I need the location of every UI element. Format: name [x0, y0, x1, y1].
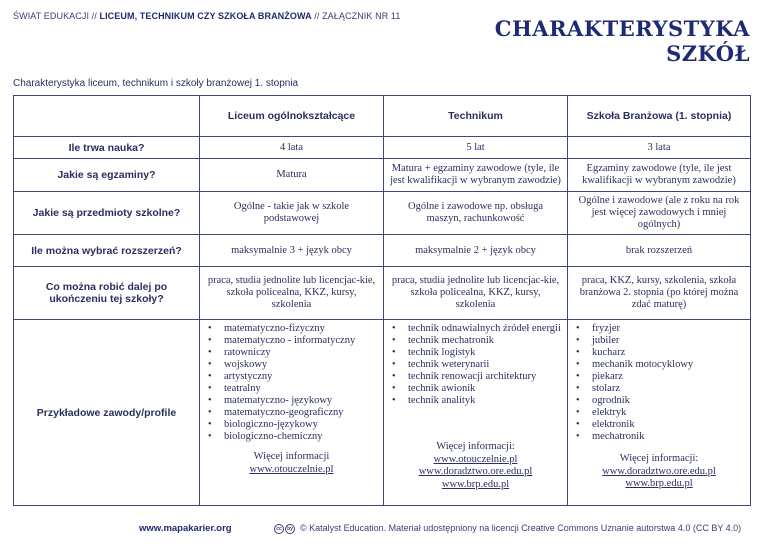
more-info-liceum [206, 451, 377, 476]
cell-branzowa-exams: Egzaminy zawodowe (tyle, ile jest kwalifikacji w wybranym zawodzie) [568, 159, 751, 192]
cell-branzowa-after-graduation: praca, KKZ, kursy, szkolenia, szkoła branżowa 2. stopnia (po której można zdać maturę) [568, 267, 751, 320]
table-caption: Charakterystyka liceum, technikum i szkoły branżowej 1. stopnia [13, 78, 299, 89]
list-item: • technik weterynarii [392, 359, 561, 371]
cell-liceum-after-graduation: praca, studia jednolite lub licencjac-kie, szkoła policealna, KKZ, kursy, szkolenia [200, 267, 384, 320]
page-title [495, 16, 750, 66]
column-header-branzowa: Szkoła Branżowa (1. stopnia) [568, 96, 751, 137]
cell-technikum-exams: Matura + egzaminy zawodowe (tyle, ile jest kwalifikacji w wybranym zawodzie) [384, 159, 568, 192]
cell-technikum-professions [384, 320, 568, 506]
cell-technikum-subjects: Ogólne i zawodowe np. obsługa maszyn, rachunkowość [384, 192, 568, 235]
list-item: • mechanik motocyklowy [576, 359, 744, 371]
list-liceum-profiles [206, 323, 377, 443]
cc-icon: cc [274, 524, 284, 534]
list-item: • wojskowy [208, 359, 377, 371]
more-info-branzowa [574, 453, 744, 491]
list-item: • biologiczno-językowy [208, 419, 377, 431]
link-otouczelnie[interactable]: www.otouczelnie.pl [433, 453, 518, 465]
column-header-technikum: Technikum [384, 96, 568, 137]
list-item: • technik analityk [392, 395, 561, 407]
more-info-technikum [390, 441, 561, 491]
list-item: • technik renowacji architektury [392, 371, 561, 383]
table-row-exams [14, 159, 751, 192]
row-header-after-graduation: Co można robić dalej po ukończeniu tej szkoły? [14, 267, 200, 320]
link-brp[interactable]: www.brp.edu.pl [441, 478, 510, 490]
link-brp[interactable]: www.brp.edu.pl [625, 478, 693, 489]
list-item: • teatralny [208, 383, 377, 395]
cell-technikum-after-graduation: praca, studia jednolite lub licencjac-kie, szkoła policealna, KKZ, kursy, szkolenia [384, 267, 568, 320]
list-item: • artystyczny [208, 371, 377, 383]
cell-liceum-subjects: Ogólne - takie jak w szkole podstawowej [200, 192, 384, 235]
row-header-duration: Ile trwa nauka? [14, 137, 200, 159]
cell-liceum-extensions: maksymalnie 3 + język obcy [200, 235, 384, 267]
list-item: • stolarz [576, 383, 744, 395]
list-item: • ratowniczy [208, 347, 377, 359]
list-item: • elektryk [576, 407, 744, 419]
cell-branzowa-subjects: Ogólne i zawodowe (ale z roku na rok jest więcej zawodowych i mniej ogólnych) [568, 192, 751, 235]
page-title-line-2: SZKÓŁ [666, 41, 750, 66]
list-item: • fryzjer [576, 323, 744, 335]
more-info-label: Więcej informacji [253, 451, 330, 462]
breadcrumb-attachment: // ZAŁĄCZNIK NR 11 [311, 11, 401, 21]
list-item: • elektronik [576, 419, 744, 431]
list-item: • biologiczno-chemiczny [208, 431, 377, 443]
list-item: • kucharz [576, 347, 744, 359]
list-item: • mechatronik [576, 431, 744, 443]
row-header-extensions: Ile można wybrać rozszerzeń? [14, 235, 200, 267]
cell-technikum-extensions: maksymalnie 2 + język obcy [384, 235, 568, 267]
list-item: • matematyczno-fizyczny [208, 323, 377, 335]
more-info-label: Więcej informacji: [619, 453, 699, 464]
link-doradztwo[interactable]: www.doradztwo.ore.edu.pl [602, 465, 716, 477]
cell-branzowa-professions [568, 320, 751, 506]
list-item: • technik mechatronik [392, 335, 561, 347]
creative-commons-icon [274, 523, 296, 534]
table-row-after-graduation [14, 267, 751, 320]
table-row-professions [14, 320, 751, 506]
list-item: • jubiler [576, 335, 744, 347]
list-item: • ogrodnik [576, 395, 744, 407]
cell-branzowa-extensions: brak rozszerzeń [568, 235, 751, 267]
row-header-subjects: Jakie są przedmioty szkolne? [14, 192, 200, 235]
schools-comparison-table [13, 95, 751, 506]
footer-license [274, 523, 741, 534]
table-header-row [14, 96, 751, 137]
link-doradztwo[interactable]: www.doradztwo.ore.edu.pl [418, 466, 533, 477]
license-text: © Katalyst Education. Materiał udostępniony na licencji Creative Commons Uznanie autorstwa 4.0 (CC BY 4.0) [300, 523, 742, 533]
table-row-duration [14, 137, 751, 159]
list-item: • technik logistyk [392, 347, 561, 359]
list-item: • technik awionik [392, 383, 561, 395]
row-header-exams: Jakie są egzaminy? [14, 159, 200, 192]
list-technikum-profiles [390, 323, 561, 407]
list-item: • matematyczno-geograficzny [208, 407, 377, 419]
cell-liceum-exams: Matura [200, 159, 384, 192]
column-header-empty [14, 96, 200, 137]
more-info-label: Więcej informacji: [436, 441, 515, 452]
footer-site-link[interactable]: www.mapakarier.org [139, 523, 232, 534]
list-item: • technik odnawialnych źródeł energii [392, 323, 561, 335]
breadcrumb-section: ŚWIAT EDUKACJI // [13, 11, 100, 21]
cell-liceum-duration: 4 lata [200, 137, 384, 159]
row-header-professions: Przykładowe zawody/profile [14, 320, 200, 506]
by-icon: by [285, 524, 295, 534]
breadcrumb-topic: LICEUM, TECHNIKUM CZY SZKOŁA BRANŻOWA [99, 11, 312, 21]
cell-liceum-professions [200, 320, 384, 506]
page-title-line-1: CHARAKTERYSTYKA [494, 16, 750, 41]
list-item: • matematyczno - informatyczny [208, 335, 377, 347]
table-row-subjects [14, 192, 751, 235]
breadcrumb [13, 11, 400, 21]
column-header-liceum: Liceum ogólnokształcące [200, 96, 384, 137]
link-otouczelnie[interactable]: www.otouczelnie.pl [249, 463, 334, 475]
list-item: • piekarz [576, 371, 744, 383]
list-item: • matematyczno- językowy [208, 395, 377, 407]
list-branzowa-professions [574, 323, 744, 443]
table-row-extensions [14, 235, 751, 267]
cell-branzowa-duration: 3 lata [568, 137, 751, 159]
cell-technikum-duration: 5 lat [384, 137, 568, 159]
